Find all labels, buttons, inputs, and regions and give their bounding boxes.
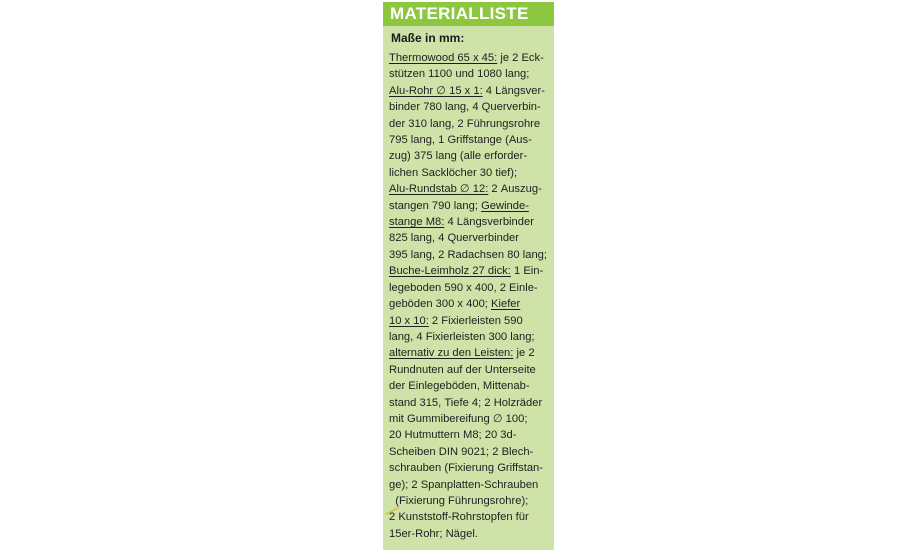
material-list-title: MATERIALLISTE xyxy=(390,4,529,23)
text-segment: stützen 1100 und 1080 lang; xyxy=(389,68,530,81)
text-line xyxy=(389,247,551,263)
text-segment: 20 Hutmuttern M8; 20 3d- xyxy=(389,429,517,442)
text-line xyxy=(389,345,551,361)
text-line xyxy=(389,181,551,197)
material-heading-segment: Kiefer xyxy=(491,298,521,311)
text-line xyxy=(389,83,551,99)
text-line xyxy=(389,526,551,542)
material-list-body xyxy=(389,50,551,542)
pen-stroke-mark-icon xyxy=(385,507,399,515)
text-line xyxy=(389,198,551,214)
text-segment: zug) 375 lang (alle erforder- xyxy=(389,150,528,163)
text-segment: geböden 300 x 400; xyxy=(389,298,492,311)
text-segment: der Einlegeböden, Mittenab- xyxy=(389,380,530,393)
text-segment: 825 lang, 4 Querverbinder xyxy=(389,232,519,245)
text-line xyxy=(389,313,551,329)
text-segment: der 310 lang, 2 Führungsrohre xyxy=(389,117,541,130)
text-segment: stangen 790 lang; xyxy=(389,199,482,212)
text-line xyxy=(389,329,551,345)
material-heading-segment: stange M8: xyxy=(389,216,445,229)
text-line xyxy=(389,493,551,509)
text-line xyxy=(389,50,551,66)
text-line xyxy=(389,263,551,279)
text-segment: schrauben (Fixierung Griffstan- xyxy=(389,462,543,475)
text-segment: 1 Ein- xyxy=(510,265,544,278)
text-line xyxy=(389,378,551,394)
text-segment: 4 Längsverbinder xyxy=(444,216,534,229)
text-line xyxy=(389,230,551,246)
material-heading-segment: Thermowood 65 x 45: xyxy=(389,52,498,64)
text-segment: 15er-Rohr; Nägel. xyxy=(389,527,478,540)
text-line xyxy=(389,477,551,493)
text-line xyxy=(389,280,551,296)
material-heading-segment: Alu-Rundstab ∅ 12: xyxy=(389,183,489,196)
text-segment: 4 Längsver- xyxy=(482,84,545,97)
text-line xyxy=(389,411,551,427)
text-segment: Scheiben DIN 9021; 2 Blech- xyxy=(389,445,534,458)
text-line xyxy=(389,132,551,148)
material-heading-segment: alternativ zu den Leisten: xyxy=(389,347,514,360)
text-segment: binder 780 lang, 4 Querverbin- xyxy=(389,101,541,114)
text-line xyxy=(389,165,551,181)
text-segment: 2 Fixierleisten 590 xyxy=(428,314,523,327)
text-line xyxy=(389,509,551,525)
text-line xyxy=(389,296,551,312)
material-heading-segment: Buche-Leimholz 27 dick: xyxy=(389,265,511,278)
text-segment: legeboden 590 x 400, 2 Einle- xyxy=(389,281,538,294)
text-line xyxy=(389,362,551,378)
text-segment: je 2 Eck- xyxy=(497,52,544,64)
text-segment: 395 lang, 2 Radachsen 80 lang; xyxy=(389,248,547,261)
text-line xyxy=(389,66,551,82)
text-segment: lichen Sacklöcher 30 tief); xyxy=(389,166,518,179)
text-line xyxy=(389,214,551,230)
text-segment: 2 Kunststoff-Rohrstopfen für xyxy=(389,511,529,524)
text-segment: 795 lang, 1 Griffstange (Aus- xyxy=(389,134,532,147)
units-subheading: Maße in mm: xyxy=(391,31,465,45)
text-line xyxy=(389,395,551,411)
text-segment: stand 315, Tiefe 4; 2 Holzräder xyxy=(389,396,543,409)
text-segment: Rundnuten auf der Unterseite xyxy=(389,363,536,376)
text-line xyxy=(389,460,551,476)
text-segment: je 2 xyxy=(513,347,535,360)
text-line xyxy=(389,116,551,132)
text-segment: 2 Auszug- xyxy=(488,183,542,196)
text-segment: lang, 4 Fixierleisten 300 lang; xyxy=(389,330,535,343)
text-segment: (Fixierung Führungsrohre); xyxy=(389,494,529,507)
material-heading-segment: 10 x 10: xyxy=(389,314,429,327)
material-heading-segment: Alu-Rohr ∅ 15 x 1: xyxy=(389,84,483,97)
text-line xyxy=(389,148,551,164)
text-segment: mit Gummibereifung ∅ 100; xyxy=(389,412,528,425)
material-list-header xyxy=(383,2,554,26)
material-list-box xyxy=(383,2,554,550)
material-heading-segment: Gewinde- xyxy=(481,199,529,212)
text-line xyxy=(389,444,551,460)
text-line xyxy=(389,99,551,115)
text-segment: ge); 2 Spanplatten-Schrauben xyxy=(389,478,539,491)
text-line xyxy=(389,427,551,443)
